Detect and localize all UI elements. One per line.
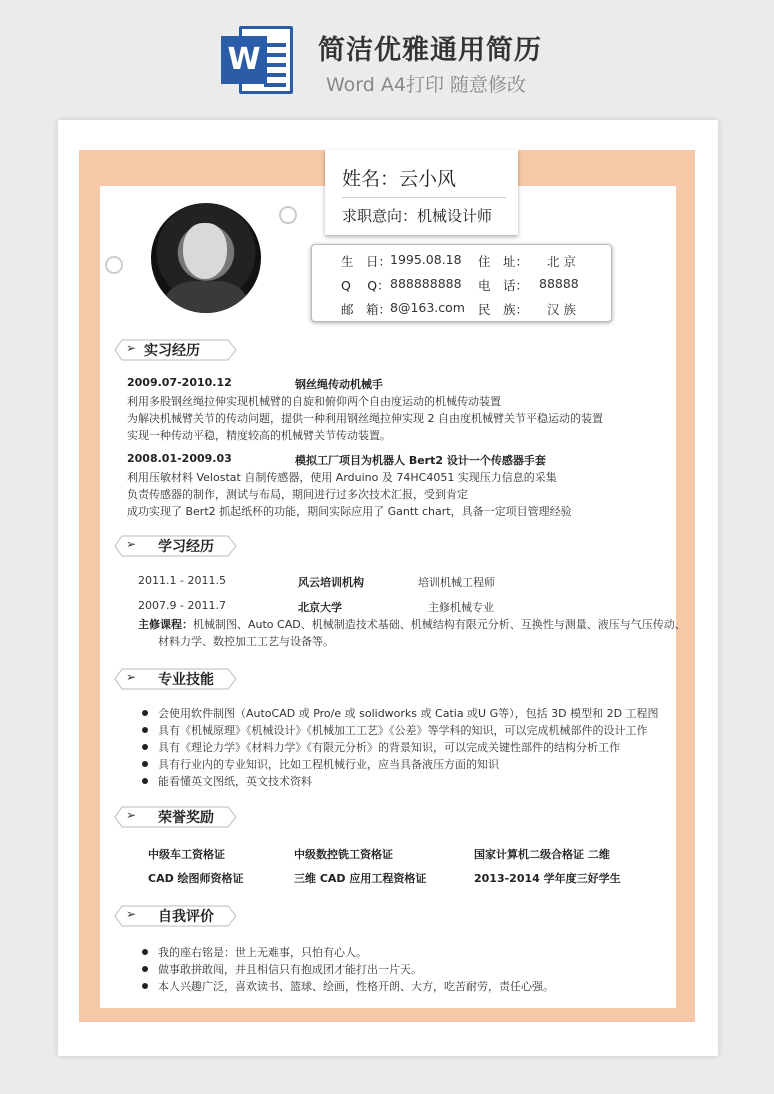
banner-title: 简洁优雅通用简历 (318, 35, 542, 66)
chevron-right-icon: ➢ (126, 670, 137, 684)
word-icon (221, 24, 295, 96)
skill-item: 具有《机械原理》《机械设计》《机械加工工艺》《公差》等学科的知识，可以完成机械部件的设计工作 (158, 724, 648, 737)
skill-item: 具有行业内的专业知识，比如工程机械行业，应当具备液压方面的知识 (158, 758, 499, 771)
avatar-face (183, 223, 227, 279)
edu-school-1: 风云培训机构 (298, 576, 364, 589)
job-intention: 求职意向：机械设计师 (342, 207, 493, 225)
address-label: 住 址： (478, 254, 529, 269)
name-text: 姓名：云小风 (342, 168, 457, 190)
award-item: 三维 CAD 应用工程资格证 (294, 872, 427, 885)
self-item: 本人兴趣广泛，喜欢读书、篮球、绘画，性格开朗、大方，吃苦耐劳，责任心强。 (158, 980, 554, 993)
chevron-right-icon: ➢ (126, 537, 137, 551)
bullet-icon (142, 949, 148, 955)
edu-date-2: 2007.9 - 2011.7 (138, 599, 226, 612)
edu-date-1: 2011.1 - 2011.5 (138, 574, 226, 587)
word-letter: W (221, 36, 267, 84)
award-item: 2013-2014 学年度三好学生 (474, 872, 621, 885)
section-header-education (114, 535, 238, 557)
phone-label: 电 话： (478, 278, 529, 293)
edu-major-1: 培训机械工程师 (418, 576, 495, 589)
intern-line: 利用多股钢丝绳拉伸实现机械臂的自旋和俯仰两个自由度运动的机械传动装置 (127, 395, 501, 408)
courses-text: 机械制图、Auto CAD、机械制造技术基础、机械结构有限元分析、互换性与测量、液压与气压传动、 (193, 618, 686, 631)
email-label: 邮 箱： (341, 302, 392, 317)
personal-info-box (311, 244, 612, 322)
resume-paper (58, 120, 718, 1056)
award-item: 中级数控铣工资格证 (294, 848, 393, 861)
section-title: 自我评价 (158, 909, 214, 925)
intern-line: 为解决机械臂关节的传动问题，提供一种利用钢丝绳拉伸实现 2 自由度机械臂关节平稳运动的装置 (127, 412, 603, 425)
skill-item: 能看懂英文图纸，英文技术资料 (158, 775, 312, 788)
decor-circle (105, 256, 123, 274)
section-title: 专业技能 (158, 672, 214, 688)
edu-major-2: 主修机械专业 (428, 601, 494, 614)
birth-value: 1995.08.18 (390, 252, 462, 267)
banner-subtitle: Word A4打印 随意修改 (326, 74, 527, 96)
bullet-icon (142, 710, 148, 716)
intern-date-1: 2009.07-2010.12 (127, 376, 232, 389)
chevron-right-icon: ➢ (126, 341, 137, 355)
intern-line: 实现一种传动平稳，精度较高的机械臂关节传动装置。 (127, 429, 391, 442)
banner (0, 0, 774, 110)
section-header-awards (114, 806, 238, 828)
divider (342, 197, 506, 198)
intern-role-1: 钢丝绳传动机械手 (295, 378, 383, 391)
qq-value: 888888888 (390, 276, 462, 291)
self-item: 我的座右铭是：世上无难事，只怕有心人。 (158, 946, 367, 959)
section-header-skills (114, 668, 238, 690)
section-header-internship (114, 339, 238, 361)
bullet-icon (142, 966, 148, 972)
intern-date-2: 2008.01-2009.03 (127, 452, 232, 465)
decor-circle (279, 206, 297, 224)
edu-school-2: 北京大学 (298, 601, 342, 614)
courses-text-2: 材料力学、数控加工工艺与设备等。 (158, 635, 334, 648)
ethnic-label: 民 族： (478, 302, 529, 317)
self-item: 做事敢拼敢闯，并且相信只有抱成团才能打出一片天。 (158, 963, 422, 976)
bullet-icon (142, 778, 148, 784)
bullet-icon (142, 761, 148, 767)
courses-label: 主修课程： (138, 618, 193, 631)
section-title: 学习经历 (158, 539, 214, 555)
avatar-body (165, 281, 247, 313)
phone-value: 88888 (539, 276, 579, 291)
award-item: 国家计算机二级合格证 二维 (474, 848, 610, 861)
intern-line: 利用压敏材料 Velostat 自制传感器，使用 Arduino 及 74HC4051 实现压力信息的采集 (127, 471, 557, 484)
intern-line: 负责传感器的制作，测试与布局，期间进行过多次技术汇报，受到肯定 (127, 488, 468, 501)
award-item: CAD 绘图师资格证 (148, 872, 244, 885)
email-value: 8@163.com (390, 300, 465, 315)
ethnic-value: 汉 族 (547, 302, 576, 317)
bullet-icon (142, 727, 148, 733)
courses (138, 616, 686, 632)
bullet-icon (142, 744, 148, 750)
name-card (325, 150, 518, 235)
skill-item: 具有《理论力学》《材料力学》《有限元分析》的背景知识，可以完成关键性部件的结构分析工作 (158, 741, 620, 754)
avatar (151, 203, 261, 313)
intern-line: 成功实现了 Bert2 抓起纸杯的功能，期间实际应用了 Gantt chart，具备一定项目管理经验 (127, 505, 572, 518)
section-title: 荣誉奖励 (158, 810, 214, 826)
qq-label: Q Q： (341, 278, 390, 293)
chevron-right-icon: ➢ (126, 907, 137, 921)
section-title: 实习经历 (144, 343, 200, 359)
skill-item: 会使用软件制图（AutoCAD 或 Pro/e 或 solidworks 或 Catia 或U G等），包括 3D 模型和 2D 工程图 (158, 707, 659, 720)
section-header-self (114, 905, 238, 927)
award-item: 中级车工资格证 (148, 848, 225, 861)
address-value: 北 京 (547, 254, 576, 269)
bullet-icon (142, 983, 148, 989)
intern-role-2: 模拟工厂项目为机器人 Bert2 设计一个传感器手套 (295, 454, 546, 467)
chevron-right-icon: ➢ (126, 808, 137, 822)
birth-label: 生 日： (341, 254, 392, 269)
